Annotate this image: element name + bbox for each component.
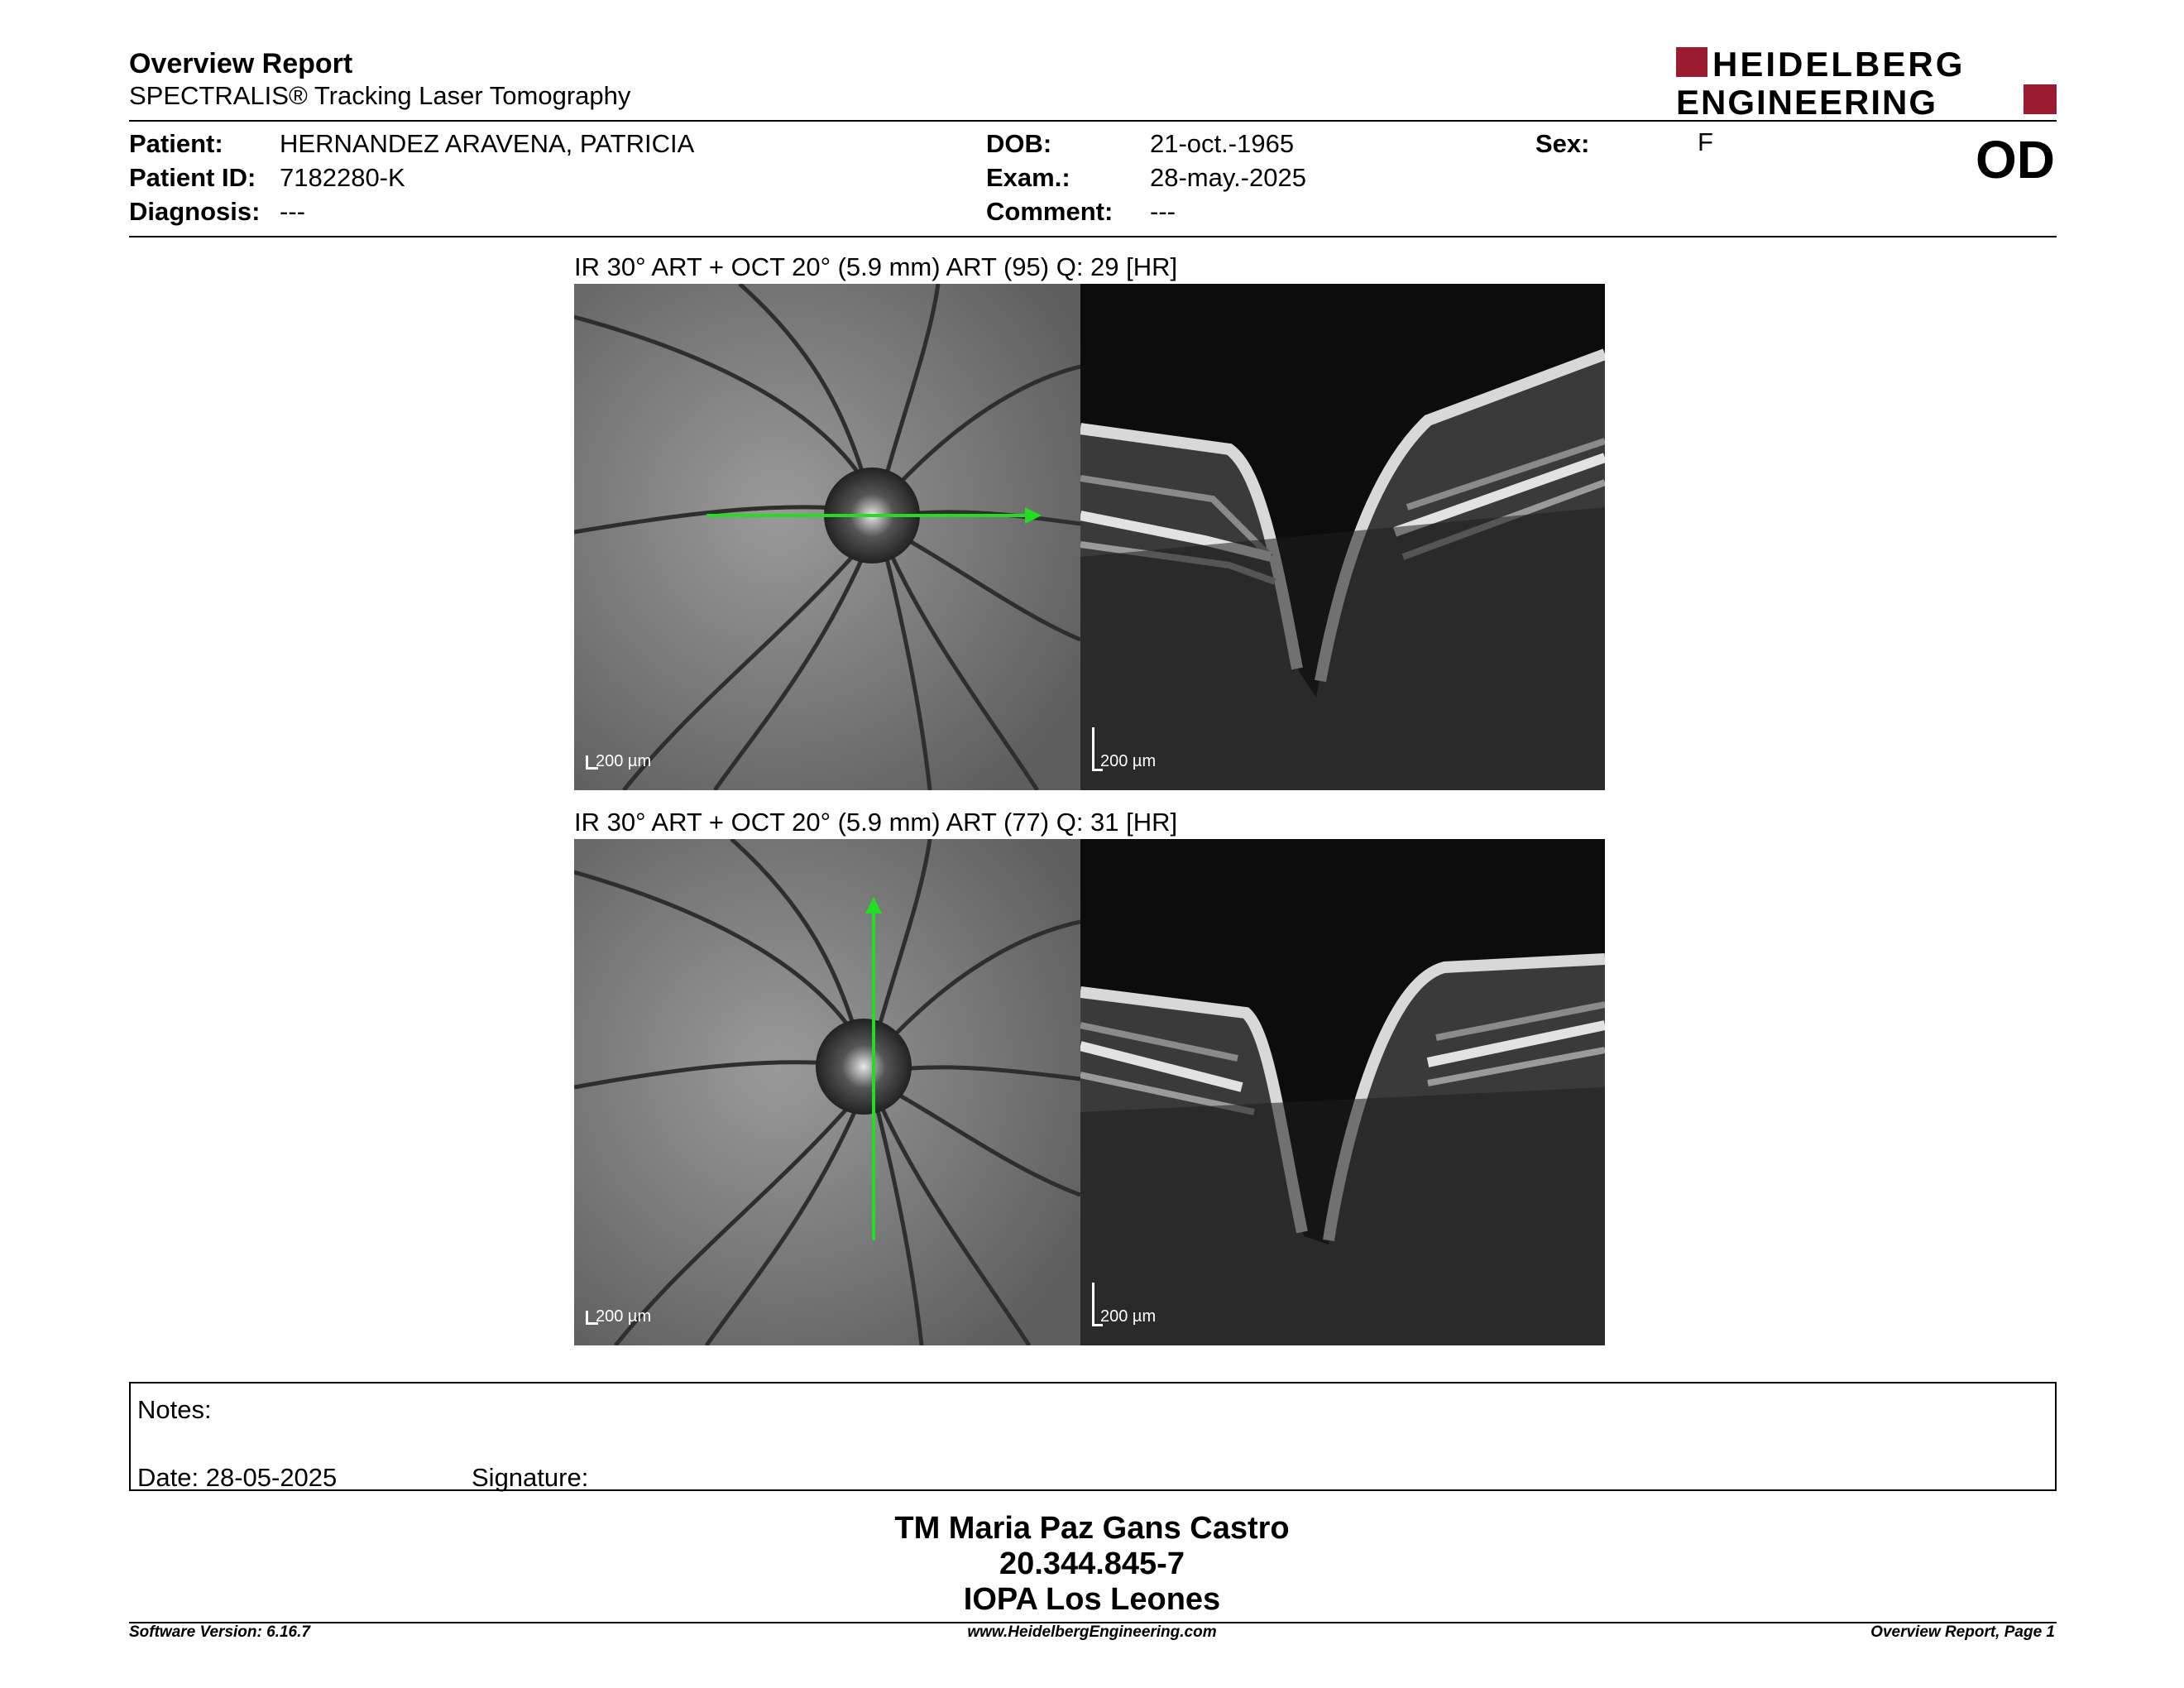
signer-id: 20.344.845-7 <box>999 1547 1185 1581</box>
scan-line-vertical <box>574 839 1080 1345</box>
oct-scale-label: 200 µm <box>1100 1307 1157 1326</box>
eye-laterality: OD <box>1976 130 2055 189</box>
fundus-image <box>574 284 1080 790</box>
scan-title: IR 30° ART + OCT 20° (5.9 mm) ART (95) Q: 29 [HR] <box>574 252 1178 281</box>
header-divider <box>129 120 2057 122</box>
diagnosis-label: Diagnosis: <box>129 197 261 226</box>
logo-line2: ENGINEERING <box>1676 83 1938 117</box>
exam-label: Exam.: <box>986 163 1070 192</box>
comment-label: Comment: <box>986 197 1114 226</box>
patient-divider <box>129 236 2057 237</box>
patient-label: Patient: <box>129 129 223 158</box>
oct-scale-label: 200 µm <box>1100 752 1157 770</box>
patient-name: HERNANDEZ ARAVENA, PATRICIA <box>280 129 695 158</box>
fundus-scale-label: 200 µm <box>596 1307 652 1326</box>
logo-line1: HEIDELBERG <box>1712 45 1966 84</box>
report-subtitle: SPECTRALIS® Tracking Laser Tomography <box>129 81 631 110</box>
oct-bscan-image <box>1080 284 1605 790</box>
diagnosis-value: --- <box>280 197 305 226</box>
signer-institution: IOPA Los Leones <box>963 1582 1221 1617</box>
notes-label: Notes: <box>137 1395 212 1424</box>
signature-label: Signature: <box>472 1463 589 1492</box>
date-label: Date: 28-05-2025 <box>137 1463 338 1492</box>
patient-id-value: 7182280-K <box>280 163 405 192</box>
sex-value: F <box>1698 127 1713 156</box>
heidelberg-logo <box>1676 43 2057 117</box>
scan-title: IR 30° ART + OCT 20° (5.9 mm) ART (77) Q: 31 [HR] <box>574 808 1178 837</box>
dob-value: 21-oct.-1965 <box>1150 129 1295 158</box>
sex-label: Sex: <box>1535 129 1590 158</box>
exam-value: 28-may.-2025 <box>1150 163 1306 192</box>
dob-label: DOB: <box>986 129 1052 158</box>
notes-box <box>129 1382 2057 1491</box>
comment-value: --- <box>1150 197 1176 226</box>
report-title: Overview Report <box>129 48 353 79</box>
oct-bscan-image <box>1080 839 1605 1345</box>
signer-name: TM Maria Paz Gans Castro <box>894 1511 1290 1546</box>
page-number: Overview Report, Page 1 <box>1870 1623 2055 1641</box>
website-link[interactable]: www.HeidelbergEngineering.com <box>967 1623 1217 1641</box>
patient-id-label: Patient ID: <box>129 163 256 192</box>
fundus-image <box>574 839 1080 1345</box>
fundus-scale-label: 200 µm <box>596 752 652 770</box>
scan-line-horizontal <box>574 284 1080 790</box>
software-version: Software Version: 6.16.7 <box>129 1623 310 1641</box>
